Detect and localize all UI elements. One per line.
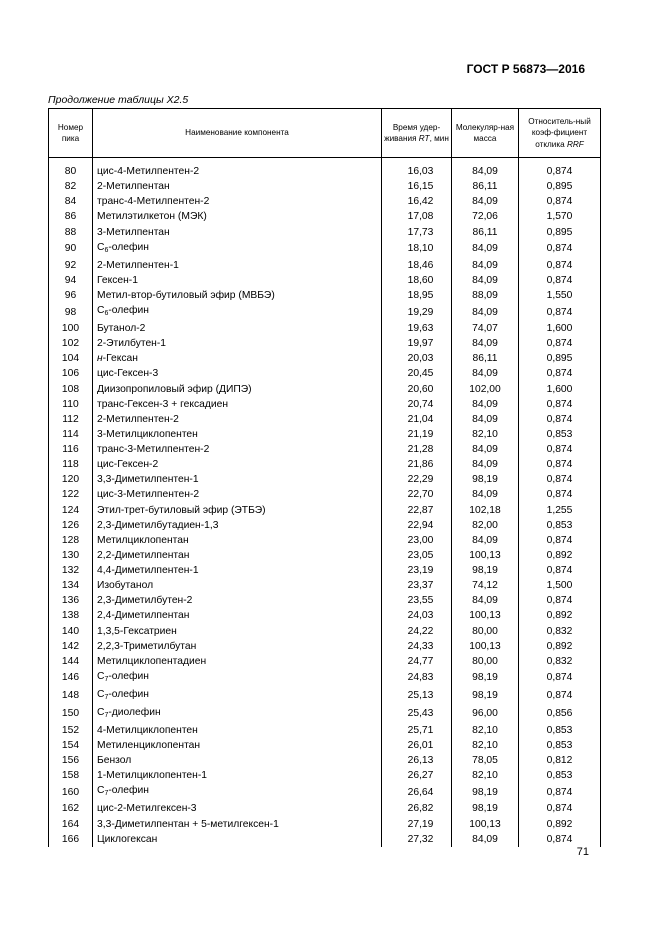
response-factor-cell: 0,874 xyxy=(519,832,601,847)
component-name-cell: цис-3-Метилпентен-2 xyxy=(93,487,382,502)
peak-number-cell: 148 xyxy=(49,687,93,705)
retention-time-cell: 25,71 xyxy=(382,723,452,738)
table-row xyxy=(49,194,601,209)
peak-number-cell: 160 xyxy=(49,783,93,801)
molecular-mass-cell: 78,05 xyxy=(452,753,519,768)
molecular-mass-cell: 96,00 xyxy=(452,705,519,723)
retention-time-cell: 23,37 xyxy=(382,578,452,593)
table-row xyxy=(49,382,601,397)
response-factor-cell: 0,853 xyxy=(519,723,601,738)
retention-time-cell: 24,33 xyxy=(382,639,452,654)
response-factor-cell: 0,874 xyxy=(519,563,601,578)
table-row xyxy=(49,273,601,288)
component-name-cell: Метил-втор-бутиловый эфир (МВБЭ) xyxy=(93,288,382,303)
peak-number-cell: 136 xyxy=(49,593,93,608)
component-name-cell: Бензол xyxy=(93,753,382,768)
molecular-mass-cell: 88,09 xyxy=(452,288,519,303)
peak-number-cell: 102 xyxy=(49,336,93,351)
table-row xyxy=(49,639,601,654)
retention-time-cell: 24,22 xyxy=(382,624,452,639)
table-row xyxy=(49,442,601,457)
molecular-mass-cell: 100,13 xyxy=(452,548,519,563)
peak-number-cell: 96 xyxy=(49,288,93,303)
molecular-mass-cell: 74,07 xyxy=(452,321,519,336)
peak-number-cell: 118 xyxy=(49,457,93,472)
retention-time-cell: 22,70 xyxy=(382,487,452,502)
response-factor-cell: 0,856 xyxy=(519,705,601,723)
component-name-cell: 1,3,5-Гексатриен xyxy=(93,624,382,639)
component-name-cell: $C_7$-олефин xyxy=(93,669,382,687)
response-factor-cell: 0,895 xyxy=(519,179,601,194)
retention-time-cell: 20,45 xyxy=(382,366,452,381)
component-name-cell: $C_6$-олефин xyxy=(93,240,382,258)
response-factor-cell: 1,550 xyxy=(519,288,601,303)
retention-time-cell: 19,97 xyxy=(382,336,452,351)
response-factor-cell: 0,892 xyxy=(519,548,601,563)
table-row xyxy=(49,753,601,768)
response-factor-cell: 0,853 xyxy=(519,518,601,533)
response-factor-cell: 0,832 xyxy=(519,654,601,669)
retention-time-cell: 26,27 xyxy=(382,768,452,783)
component-name-cell: 4,4-Диметилпентен-1 xyxy=(93,563,382,578)
molecular-mass-cell: 86,11 xyxy=(452,179,519,194)
component-name-cell: Метиленциклопентан xyxy=(93,738,382,753)
peak-number-cell: 124 xyxy=(49,503,93,518)
peak-number-cell: 84 xyxy=(49,194,93,209)
component-name-cell: Циклогексан xyxy=(93,832,382,847)
table-row xyxy=(49,768,601,783)
component-name-cell: 1-Метилциклопентен-1 xyxy=(93,768,382,783)
retention-time-cell: 24,77 xyxy=(382,654,452,669)
peak-number-cell: 120 xyxy=(49,472,93,487)
table-row xyxy=(49,832,601,847)
retention-time-cell: 24,03 xyxy=(382,608,452,623)
peak-number-cell: 104 xyxy=(49,351,93,366)
molecular-mass-cell: 86,11 xyxy=(452,351,519,366)
molecular-mass-cell: 102,00 xyxy=(452,382,519,397)
molecular-mass-cell: 84,09 xyxy=(452,457,519,472)
response-factor-cell: 1,500 xyxy=(519,578,601,593)
molecular-mass-cell: 84,09 xyxy=(452,158,519,180)
component-name-cell: 3,3-Диметилпентан + 5-метилгексен-1 xyxy=(93,817,382,832)
retention-time-cell: 21,04 xyxy=(382,412,452,427)
peak-number-cell: 110 xyxy=(49,397,93,412)
retention-time-cell: 19,29 xyxy=(382,303,452,321)
molecular-mass-cell: 82,10 xyxy=(452,768,519,783)
response-factor-cell: 0,874 xyxy=(519,801,601,816)
table-row xyxy=(49,366,601,381)
peak-number-cell: 122 xyxy=(49,487,93,502)
component-name-cell: транс-3-Метилпентен-2 xyxy=(93,442,382,457)
peak-number-cell: 140 xyxy=(49,624,93,639)
table-row xyxy=(49,687,601,705)
table-row xyxy=(49,240,601,258)
table-row xyxy=(49,705,601,723)
retention-time-cell: 26,13 xyxy=(382,753,452,768)
response-factor-cell: 0,874 xyxy=(519,366,601,381)
response-factor-cell: 0,874 xyxy=(519,442,601,457)
molecular-mass-cell: 74,12 xyxy=(452,578,519,593)
retention-time-cell: 20,60 xyxy=(382,382,452,397)
retention-time-cell: 24,83 xyxy=(382,669,452,687)
molecular-mass-cell: 84,09 xyxy=(452,442,519,457)
table-row xyxy=(49,303,601,321)
component-name-cell: цис-2-Метилгексен-3 xyxy=(93,801,382,816)
molecular-mass-cell: 84,09 xyxy=(452,412,519,427)
table-row xyxy=(49,518,601,533)
response-factor-cell: 0,874 xyxy=(519,783,601,801)
table-row xyxy=(49,472,601,487)
molecular-mass-cell: 84,09 xyxy=(452,258,519,273)
response-factor-cell: 1,570 xyxy=(519,209,601,224)
retention-time-cell: 25,43 xyxy=(382,705,452,723)
component-name-cell: Метилциклопентан xyxy=(93,533,382,548)
molecular-mass-cell: 82,10 xyxy=(452,738,519,753)
response-factor-cell: 0,874 xyxy=(519,457,601,472)
response-factor-cell: 0,874 xyxy=(519,158,601,180)
response-factor-cell: 1,600 xyxy=(519,321,601,336)
header-component-name: Наименование компонента xyxy=(93,109,382,158)
response-factor-cell: 0,874 xyxy=(519,194,601,209)
table-row xyxy=(49,158,601,180)
standard-code: ГОСТ Р 56873—2016 xyxy=(466,62,585,76)
peak-number-cell: 154 xyxy=(49,738,93,753)
retention-time-cell: 23,05 xyxy=(382,548,452,563)
molecular-mass-cell: 82,00 xyxy=(452,518,519,533)
table-row xyxy=(49,397,601,412)
table-row xyxy=(49,669,601,687)
table-row xyxy=(49,427,601,442)
page-number: 71 xyxy=(576,846,589,858)
table-row xyxy=(49,817,601,832)
retention-time-cell: 18,60 xyxy=(382,273,452,288)
component-name-cell: Бутанол-2 xyxy=(93,321,382,336)
peak-number-cell: 158 xyxy=(49,768,93,783)
response-factor-cell: 0,874 xyxy=(519,303,601,321)
table-row xyxy=(49,503,601,518)
peak-number-cell: 116 xyxy=(49,442,93,457)
retention-time-cell: 26,01 xyxy=(382,738,452,753)
table-row xyxy=(49,624,601,639)
retention-time-cell: 23,55 xyxy=(382,593,452,608)
response-factor-cell: 0,832 xyxy=(519,624,601,639)
component-name-cell: $C_7$-диолефин xyxy=(93,705,382,723)
table-row xyxy=(49,258,601,273)
retention-time-cell: 22,29 xyxy=(382,472,452,487)
component-name-cell: 2-Метилпентен-2 xyxy=(93,412,382,427)
molecular-mass-cell: 100,13 xyxy=(452,608,519,623)
peak-number-cell: 146 xyxy=(49,669,93,687)
peak-number-cell: 90 xyxy=(49,240,93,258)
component-name-cell: н-Гексан xyxy=(93,351,382,366)
component-name-cell: 3-Метилпентан xyxy=(93,225,382,240)
molecular-mass-cell: 84,09 xyxy=(452,533,519,548)
peak-number-cell: 142 xyxy=(49,639,93,654)
component-name-cell: 2,2-Диметилпентан xyxy=(93,548,382,563)
molecular-mass-cell: 80,00 xyxy=(452,654,519,669)
peak-number-cell: 162 xyxy=(49,801,93,816)
table-row xyxy=(49,563,601,578)
retention-time-cell: 16,15 xyxy=(382,179,452,194)
retention-time-cell: 27,19 xyxy=(382,817,452,832)
table-row xyxy=(49,457,601,472)
table-row xyxy=(49,801,601,816)
component-name-cell: $C_7$-олефин xyxy=(93,687,382,705)
molecular-mass-cell: 72,06 xyxy=(452,209,519,224)
retention-time-cell: 19,63 xyxy=(382,321,452,336)
peak-number-cell: 152 xyxy=(49,723,93,738)
table-header-row xyxy=(49,109,601,158)
table-row xyxy=(49,608,601,623)
table-row xyxy=(49,593,601,608)
component-name-cell: 2-Этилбутен-1 xyxy=(93,336,382,351)
response-factor-cell: 0,853 xyxy=(519,768,601,783)
response-factor-cell: 0,874 xyxy=(519,487,601,502)
response-factor-cell: 0,853 xyxy=(519,738,601,753)
molecular-mass-cell: 84,09 xyxy=(452,487,519,502)
molecular-mass-cell: 86,11 xyxy=(452,225,519,240)
molecular-mass-cell: 84,09 xyxy=(452,303,519,321)
molecular-mass-cell: 84,09 xyxy=(452,273,519,288)
retention-time-cell: 23,00 xyxy=(382,533,452,548)
retention-time-cell: 21,86 xyxy=(382,457,452,472)
retention-time-cell: 21,19 xyxy=(382,427,452,442)
component-name-cell: 2,3-Диметилбутен-2 xyxy=(93,593,382,608)
table-row xyxy=(49,578,601,593)
response-factor-cell: 1,255 xyxy=(519,503,601,518)
component-name-cell: 4-Метилциклопентен xyxy=(93,723,382,738)
table-row xyxy=(49,487,601,502)
peak-number-cell: 166 xyxy=(49,832,93,847)
component-name-cell: Этил-трет-бутиловый эфир (ЭТБЭ) xyxy=(93,503,382,518)
molecular-mass-cell: 100,13 xyxy=(452,817,519,832)
molecular-mass-cell: 98,19 xyxy=(452,669,519,687)
table-row xyxy=(49,179,601,194)
component-name-cell: Гексен-1 xyxy=(93,273,382,288)
table-row xyxy=(49,321,601,336)
molecular-mass-cell: 82,10 xyxy=(452,427,519,442)
response-factor-cell: 0,874 xyxy=(519,336,601,351)
molecular-mass-cell: 102,18 xyxy=(452,503,519,518)
table-caption: Продолжение таблицы X2.5 xyxy=(48,94,189,106)
molecular-mass-cell: 84,09 xyxy=(452,832,519,847)
molecular-mass-cell: 84,09 xyxy=(452,336,519,351)
peak-number-cell: 108 xyxy=(49,382,93,397)
peak-number-cell: 126 xyxy=(49,518,93,533)
retention-time-cell: 17,73 xyxy=(382,225,452,240)
component-name-cell: Диизопропиловый эфир (ДИПЭ) xyxy=(93,382,382,397)
retention-time-cell: 18,46 xyxy=(382,258,452,273)
retention-time-cell: 27,32 xyxy=(382,832,452,847)
molecular-mass-cell: 84,09 xyxy=(452,593,519,608)
header-retention-time: Время удер-живания RT, мин xyxy=(382,109,452,158)
response-factor-cell: 0,874 xyxy=(519,593,601,608)
table-row xyxy=(49,738,601,753)
molecular-mass-cell: 80,00 xyxy=(452,624,519,639)
molecular-mass-cell: 98,19 xyxy=(452,687,519,705)
retention-time-cell: 16,42 xyxy=(382,194,452,209)
peak-number-cell: 130 xyxy=(49,548,93,563)
component-name-cell: 3-Метилциклопентен xyxy=(93,427,382,442)
retention-time-cell: 17,08 xyxy=(382,209,452,224)
table-row xyxy=(49,288,601,303)
response-factor-cell: 0,853 xyxy=(519,427,601,442)
peak-number-cell: 86 xyxy=(49,209,93,224)
response-factor-cell: 0,892 xyxy=(519,608,601,623)
component-name-cell: 2,3-Диметилбутадиен-1,3 xyxy=(93,518,382,533)
peak-number-cell: 88 xyxy=(49,225,93,240)
table-row xyxy=(49,533,601,548)
component-name-cell: транс-Гексен-3 + гексадиен xyxy=(93,397,382,412)
table-row xyxy=(49,225,601,240)
table-row xyxy=(49,654,601,669)
components-table xyxy=(48,108,601,847)
response-factor-cell: 0,874 xyxy=(519,687,601,705)
response-factor-cell: 0,895 xyxy=(519,225,601,240)
molecular-mass-cell: 84,09 xyxy=(452,194,519,209)
component-name-cell: цис-4-Метилпентен-2 xyxy=(93,158,382,180)
peak-number-cell: 112 xyxy=(49,412,93,427)
response-factor-cell: 0,874 xyxy=(519,472,601,487)
component-name-cell: 2,2,3-Триметилбутан xyxy=(93,639,382,654)
molecular-mass-cell: 84,09 xyxy=(452,397,519,412)
peak-number-cell: 106 xyxy=(49,366,93,381)
molecular-mass-cell: 82,10 xyxy=(452,723,519,738)
component-name-cell: цис-Гексен-2 xyxy=(93,457,382,472)
component-name-cell: 2,4-Диметилпентан xyxy=(93,608,382,623)
retention-time-cell: 20,74 xyxy=(382,397,452,412)
table-row xyxy=(49,723,601,738)
response-factor-cell: 0,874 xyxy=(519,412,601,427)
peak-number-cell: 156 xyxy=(49,753,93,768)
table-row xyxy=(49,783,601,801)
header-response-factor: Относитель-ный коэф-фициент отклика RRF xyxy=(519,109,601,158)
retention-time-cell: 18,95 xyxy=(382,288,452,303)
response-factor-cell: 0,874 xyxy=(519,669,601,687)
table-row xyxy=(49,351,601,366)
component-name-cell: $C_7$-олефин xyxy=(93,783,382,801)
peak-number-cell: 144 xyxy=(49,654,93,669)
retention-time-cell: 22,87 xyxy=(382,503,452,518)
molecular-mass-cell: 98,19 xyxy=(452,801,519,816)
component-name-cell: Метилциклопентадиен xyxy=(93,654,382,669)
retention-time-cell: 23,19 xyxy=(382,563,452,578)
molecular-mass-cell: 84,09 xyxy=(452,366,519,381)
component-name-cell: $C_6$-олефин xyxy=(93,303,382,321)
header-peak-number: Номер пика xyxy=(49,109,93,158)
component-name-cell: цис-Гексен-3 xyxy=(93,366,382,381)
table-row xyxy=(49,548,601,563)
retention-time-cell: 26,64 xyxy=(382,783,452,801)
retention-time-cell: 18,10 xyxy=(382,240,452,258)
component-name-cell: 2-Метилпентан xyxy=(93,179,382,194)
component-name-cell: транс-4-Метилпентен-2 xyxy=(93,194,382,209)
retention-time-cell: 22,94 xyxy=(382,518,452,533)
molecular-mass-cell: 100,13 xyxy=(452,639,519,654)
peak-number-cell: 132 xyxy=(49,563,93,578)
response-factor-cell: 0,874 xyxy=(519,533,601,548)
response-factor-cell: 0,812 xyxy=(519,753,601,768)
response-factor-cell: 0,874 xyxy=(519,273,601,288)
peak-number-cell: 100 xyxy=(49,321,93,336)
peak-number-cell: 98 xyxy=(49,303,93,321)
response-factor-cell: 0,874 xyxy=(519,258,601,273)
peak-number-cell: 164 xyxy=(49,817,93,832)
table-row xyxy=(49,209,601,224)
peak-number-cell: 82 xyxy=(49,179,93,194)
peak-number-cell: 134 xyxy=(49,578,93,593)
response-factor-cell: 0,895 xyxy=(519,351,601,366)
peak-number-cell: 150 xyxy=(49,705,93,723)
response-factor-cell: 1,600 xyxy=(519,382,601,397)
table-row xyxy=(49,336,601,351)
component-name-cell: 3,3-Диметилпентен-1 xyxy=(93,472,382,487)
retention-time-cell: 20,03 xyxy=(382,351,452,366)
retention-time-cell: 16,03 xyxy=(382,158,452,180)
retention-time-cell: 21,28 xyxy=(382,442,452,457)
response-factor-cell: 0,892 xyxy=(519,817,601,832)
component-name-cell: 2-Метилпентен-1 xyxy=(93,258,382,273)
component-name-cell: Изобутанол xyxy=(93,578,382,593)
molecular-mass-cell: 84,09 xyxy=(452,240,519,258)
molecular-mass-cell: 98,19 xyxy=(452,472,519,487)
peak-number-cell: 138 xyxy=(49,608,93,623)
response-factor-cell: 0,892 xyxy=(519,639,601,654)
retention-time-cell: 26,82 xyxy=(382,801,452,816)
peak-number-cell: 80 xyxy=(49,158,93,180)
peak-number-cell: 128 xyxy=(49,533,93,548)
peak-number-cell: 92 xyxy=(49,258,93,273)
response-factor-cell: 0,874 xyxy=(519,240,601,258)
table-row xyxy=(49,412,601,427)
molecular-mass-cell: 98,19 xyxy=(452,563,519,578)
molecular-mass-cell: 98,19 xyxy=(452,783,519,801)
response-factor-cell: 0,874 xyxy=(519,397,601,412)
header-molecular-mass: Молекуляр-ная масса xyxy=(452,109,519,158)
peak-number-cell: 94 xyxy=(49,273,93,288)
component-name-cell: Метилэтилкетон (МЭК) xyxy=(93,209,382,224)
peak-number-cell: 114 xyxy=(49,427,93,442)
retention-time-cell: 25,13 xyxy=(382,687,452,705)
